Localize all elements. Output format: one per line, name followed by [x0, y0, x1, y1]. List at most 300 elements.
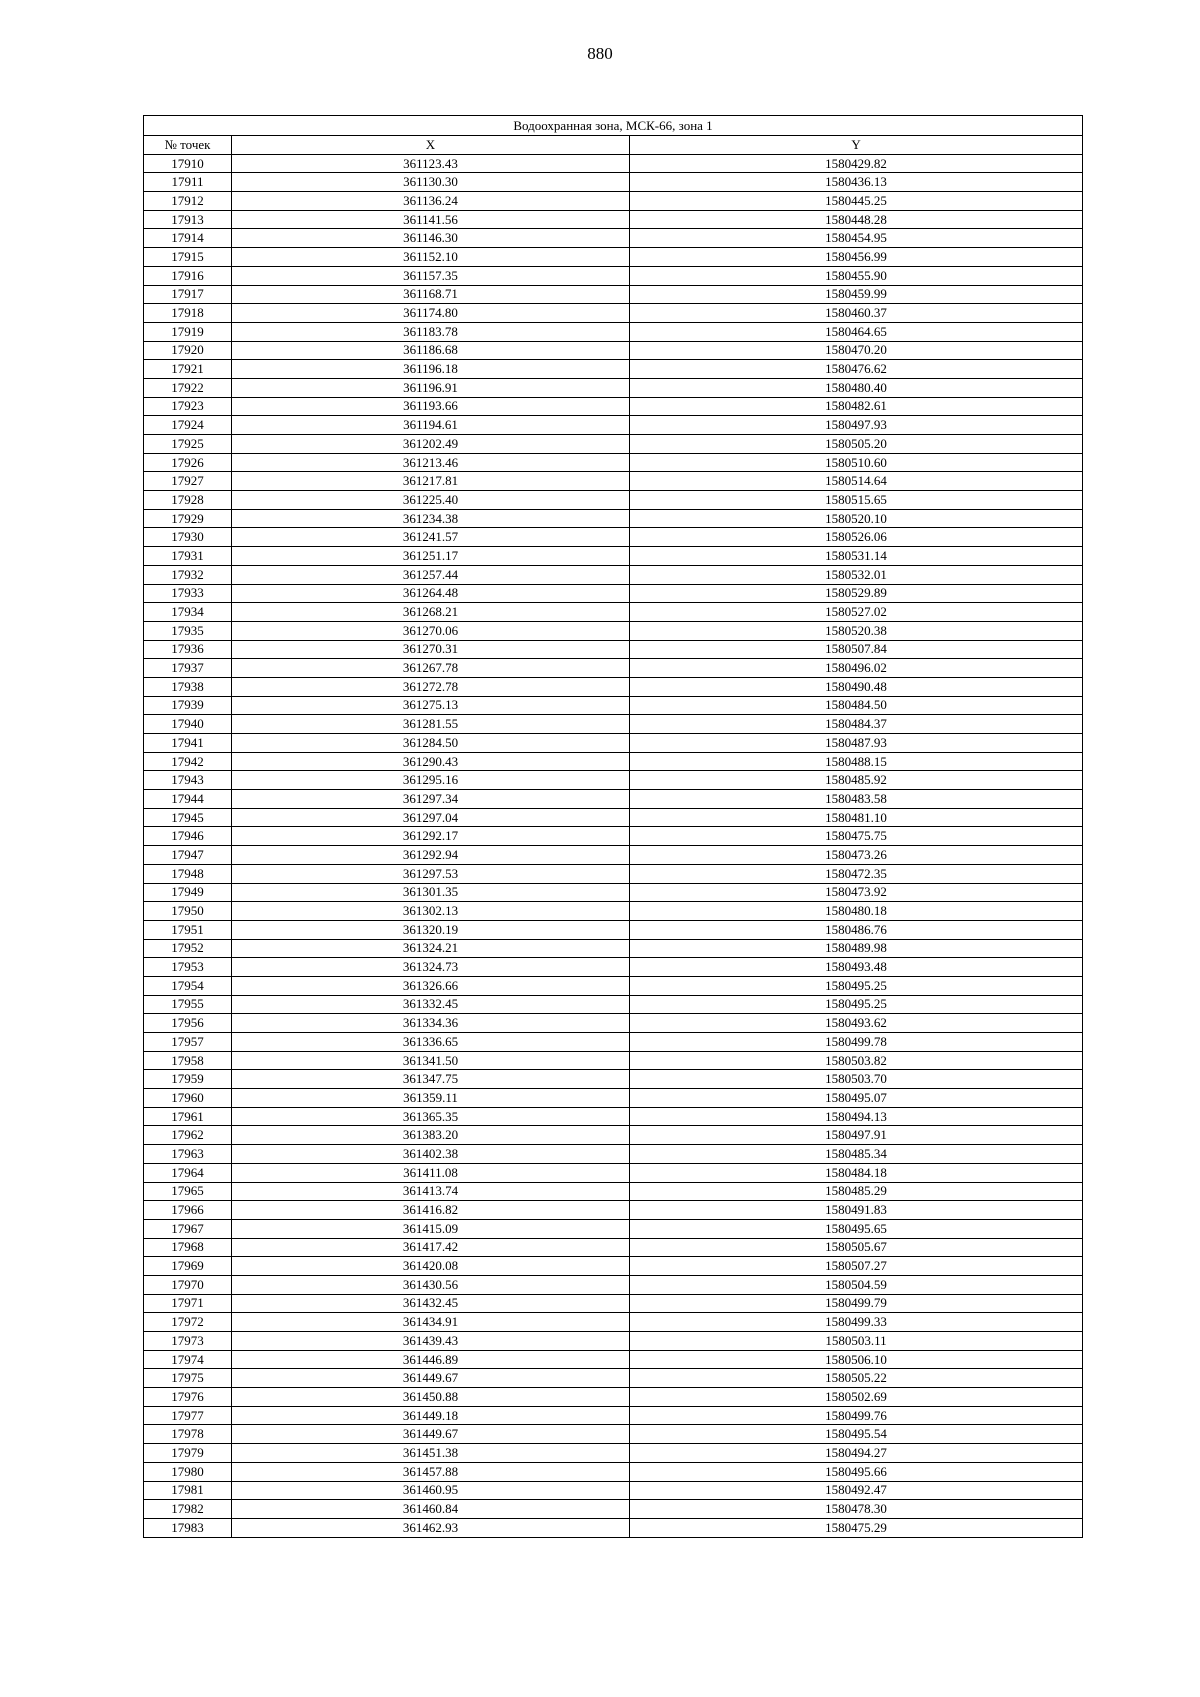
point-number-cell: 17941 [144, 734, 232, 753]
point-number-cell: 17924 [144, 416, 232, 435]
point-number-cell: 17911 [144, 173, 232, 192]
y-cell: 1580476.62 [630, 360, 1083, 379]
table-row [144, 715, 1083, 734]
point-number-cell: 17919 [144, 322, 232, 341]
point-number-cell: 17913 [144, 210, 232, 229]
table-row [144, 659, 1083, 678]
x-cell: 361234.38 [232, 509, 630, 528]
y-cell: 1580454.95 [630, 229, 1083, 248]
point-number-cell: 17958 [144, 1051, 232, 1070]
point-number-cell: 17954 [144, 976, 232, 995]
table-row [144, 416, 1083, 435]
table-row [144, 248, 1083, 267]
point-number-cell: 17952 [144, 939, 232, 958]
x-cell: 361297.53 [232, 864, 630, 883]
table-row [144, 752, 1083, 771]
table-row [144, 827, 1083, 846]
y-cell: 1580456.99 [630, 248, 1083, 267]
point-number-cell: 17928 [144, 491, 232, 510]
point-number-cell: 17972 [144, 1313, 232, 1332]
x-cell: 361439.43 [232, 1332, 630, 1351]
point-number-cell: 17925 [144, 435, 232, 454]
x-cell: 361359.11 [232, 1089, 630, 1108]
y-cell: 1580499.33 [630, 1313, 1083, 1332]
table-row [144, 902, 1083, 921]
point-number-cell: 17927 [144, 472, 232, 491]
point-number-cell: 17920 [144, 341, 232, 360]
table-row [144, 1425, 1083, 1444]
point-number-cell: 17969 [144, 1257, 232, 1276]
point-number-cell: 17970 [144, 1275, 232, 1294]
table-row [144, 1033, 1083, 1052]
table-row [144, 472, 1083, 491]
y-cell: 1580503.82 [630, 1051, 1083, 1070]
table-row [144, 266, 1083, 285]
x-cell: 361194.61 [232, 416, 630, 435]
x-cell: 361292.94 [232, 846, 630, 865]
y-cell: 1580493.62 [630, 1014, 1083, 1033]
table-row [144, 1518, 1083, 1537]
x-cell: 361297.04 [232, 808, 630, 827]
point-number-cell: 17915 [144, 248, 232, 267]
table-row [144, 958, 1083, 977]
x-cell: 361297.34 [232, 790, 630, 809]
y-cell: 1580484.18 [630, 1163, 1083, 1182]
point-number-cell: 17942 [144, 752, 232, 771]
x-cell: 361417.42 [232, 1238, 630, 1257]
y-cell: 1580485.29 [630, 1182, 1083, 1201]
table-row [144, 1238, 1083, 1257]
point-number-cell: 17933 [144, 584, 232, 603]
y-cell: 1580472.35 [630, 864, 1083, 883]
table-row [144, 304, 1083, 323]
x-cell: 361332.45 [232, 995, 630, 1014]
x-cell: 361290.43 [232, 752, 630, 771]
y-cell: 1580532.01 [630, 565, 1083, 584]
x-cell: 361365.35 [232, 1107, 630, 1126]
y-cell: 1580429.82 [630, 154, 1083, 173]
y-cell: 1580497.93 [630, 416, 1083, 435]
x-cell: 361295.16 [232, 771, 630, 790]
x-cell: 361217.81 [232, 472, 630, 491]
header-y: Y [630, 136, 1083, 155]
x-cell: 361152.10 [232, 248, 630, 267]
y-cell: 1580496.02 [630, 659, 1083, 678]
table-row [144, 341, 1083, 360]
y-cell: 1580520.10 [630, 509, 1083, 528]
point-number-cell: 17917 [144, 285, 232, 304]
y-cell: 1580483.58 [630, 790, 1083, 809]
x-cell: 361420.08 [232, 1257, 630, 1276]
y-cell: 1580491.83 [630, 1201, 1083, 1220]
x-cell: 361449.18 [232, 1406, 630, 1425]
table-row [144, 1014, 1083, 1033]
y-cell: 1580448.28 [630, 210, 1083, 229]
y-cell: 1580520.38 [630, 621, 1083, 640]
x-cell: 361213.46 [232, 453, 630, 472]
point-number-cell: 17975 [144, 1369, 232, 1388]
table-row [144, 808, 1083, 827]
y-cell: 1580495.65 [630, 1219, 1083, 1238]
x-cell: 361301.35 [232, 883, 630, 902]
table-row [144, 285, 1083, 304]
y-cell: 1580470.20 [630, 341, 1083, 360]
point-number-cell: 17961 [144, 1107, 232, 1126]
y-cell: 1580506.10 [630, 1350, 1083, 1369]
x-cell: 361123.43 [232, 154, 630, 173]
point-number-cell: 17943 [144, 771, 232, 790]
x-cell: 361347.75 [232, 1070, 630, 1089]
y-cell: 1580505.20 [630, 435, 1083, 454]
table-row [144, 229, 1083, 248]
x-cell: 361292.17 [232, 827, 630, 846]
table-row [144, 509, 1083, 528]
table-row [144, 528, 1083, 547]
table-row [144, 210, 1083, 229]
x-cell: 361302.13 [232, 902, 630, 921]
y-cell: 1580436.13 [630, 173, 1083, 192]
table-row [144, 1313, 1083, 1332]
point-number-cell: 17976 [144, 1388, 232, 1407]
y-cell: 1580503.70 [630, 1070, 1083, 1089]
table-row [144, 846, 1083, 865]
y-cell: 1580484.50 [630, 696, 1083, 715]
point-number-cell: 17940 [144, 715, 232, 734]
y-cell: 1580495.66 [630, 1462, 1083, 1481]
x-cell: 361130.30 [232, 173, 630, 192]
table-row [144, 1369, 1083, 1388]
table-row [144, 621, 1083, 640]
point-number-cell: 17946 [144, 827, 232, 846]
x-cell: 361183.78 [232, 322, 630, 341]
table-row [144, 1500, 1083, 1519]
table-row [144, 976, 1083, 995]
table-caption-row [144, 116, 1083, 136]
point-number-cell: 17935 [144, 621, 232, 640]
y-cell: 1580494.27 [630, 1444, 1083, 1463]
x-cell: 361257.44 [232, 565, 630, 584]
point-number-cell: 17971 [144, 1294, 232, 1313]
y-cell: 1580445.25 [630, 192, 1083, 211]
table-row [144, 547, 1083, 566]
x-cell: 361415.09 [232, 1219, 630, 1238]
y-cell: 1580531.14 [630, 547, 1083, 566]
y-cell: 1580510.60 [630, 453, 1083, 472]
point-number-cell: 17929 [144, 509, 232, 528]
point-number-cell: 17934 [144, 603, 232, 622]
point-number-cell: 17921 [144, 360, 232, 379]
table-row [144, 360, 1083, 379]
y-cell: 1580485.34 [630, 1145, 1083, 1164]
x-cell: 361430.56 [232, 1275, 630, 1294]
table-row [144, 995, 1083, 1014]
x-cell: 361186.68 [232, 341, 630, 360]
y-cell: 1580455.90 [630, 266, 1083, 285]
x-cell: 361251.17 [232, 547, 630, 566]
point-number-cell: 17939 [144, 696, 232, 715]
table-row [144, 435, 1083, 454]
y-cell: 1580499.76 [630, 1406, 1083, 1425]
y-cell: 1580495.25 [630, 995, 1083, 1014]
point-number-cell: 17955 [144, 995, 232, 1014]
table-row [144, 453, 1083, 472]
y-cell: 1580480.40 [630, 378, 1083, 397]
point-number-cell: 17960 [144, 1089, 232, 1108]
point-number-cell: 17964 [144, 1163, 232, 1182]
table-row [144, 1350, 1083, 1369]
point-number-cell: 17944 [144, 790, 232, 809]
y-cell: 1580526.06 [630, 528, 1083, 547]
x-cell: 361270.31 [232, 640, 630, 659]
point-number-cell: 17930 [144, 528, 232, 547]
point-number-cell: 17977 [144, 1406, 232, 1425]
point-number-cell: 17959 [144, 1070, 232, 1089]
x-cell: 361402.38 [232, 1145, 630, 1164]
point-number-cell: 17966 [144, 1201, 232, 1220]
table-row [144, 1444, 1083, 1463]
x-cell: 361334.36 [232, 1014, 630, 1033]
y-cell: 1580514.64 [630, 472, 1083, 491]
x-cell: 361174.80 [232, 304, 630, 323]
y-cell: 1580478.30 [630, 1500, 1083, 1519]
x-cell: 361326.66 [232, 976, 630, 995]
x-cell: 361281.55 [232, 715, 630, 734]
point-number-cell: 17949 [144, 883, 232, 902]
table-row [144, 1481, 1083, 1500]
x-cell: 361451.38 [232, 1444, 630, 1463]
table-row [144, 1089, 1083, 1108]
x-cell: 361449.67 [232, 1425, 630, 1444]
point-number-cell: 17953 [144, 958, 232, 977]
table-row [144, 584, 1083, 603]
table-row [144, 1107, 1083, 1126]
x-cell: 361416.82 [232, 1201, 630, 1220]
x-cell: 361146.30 [232, 229, 630, 248]
x-cell: 361413.74 [232, 1182, 630, 1201]
point-number-cell: 17916 [144, 266, 232, 285]
point-number-cell: 17963 [144, 1145, 232, 1164]
table-row [144, 1257, 1083, 1276]
table-row [144, 1145, 1083, 1164]
point-number-cell: 17936 [144, 640, 232, 659]
y-cell: 1580515.65 [630, 491, 1083, 510]
point-number-cell: 17983 [144, 1518, 232, 1537]
table-row [144, 1388, 1083, 1407]
point-number-cell: 17973 [144, 1332, 232, 1351]
table-row [144, 378, 1083, 397]
x-cell: 361462.93 [232, 1518, 630, 1537]
x-cell: 361324.73 [232, 958, 630, 977]
table-row [144, 1070, 1083, 1089]
table-row [144, 1406, 1083, 1425]
y-cell: 1580495.07 [630, 1089, 1083, 1108]
y-cell: 1580486.76 [630, 920, 1083, 939]
table-row [144, 1126, 1083, 1145]
table-row [144, 173, 1083, 192]
table-row [144, 920, 1083, 939]
y-cell: 1580502.69 [630, 1388, 1083, 1407]
point-number-cell: 17922 [144, 378, 232, 397]
point-number-cell: 17979 [144, 1444, 232, 1463]
y-cell: 1580499.79 [630, 1294, 1083, 1313]
y-cell: 1580482.61 [630, 397, 1083, 416]
point-number-cell: 17965 [144, 1182, 232, 1201]
point-number-cell: 17948 [144, 864, 232, 883]
y-cell: 1580507.84 [630, 640, 1083, 659]
y-cell: 1580489.98 [630, 939, 1083, 958]
table-row [144, 565, 1083, 584]
x-cell: 361449.67 [232, 1369, 630, 1388]
x-cell: 361284.50 [232, 734, 630, 753]
point-number-cell: 17912 [144, 192, 232, 211]
x-cell: 361270.06 [232, 621, 630, 640]
x-cell: 361241.57 [232, 528, 630, 547]
y-cell: 1580480.18 [630, 902, 1083, 921]
y-cell: 1580497.91 [630, 1126, 1083, 1145]
table-row [144, 771, 1083, 790]
y-cell: 1580507.27 [630, 1257, 1083, 1276]
x-cell: 361264.48 [232, 584, 630, 603]
table-row [144, 491, 1083, 510]
point-number-cell: 17962 [144, 1126, 232, 1145]
y-cell: 1580488.15 [630, 752, 1083, 771]
y-cell: 1580505.22 [630, 1369, 1083, 1388]
table-row [144, 603, 1083, 622]
y-cell: 1580484.37 [630, 715, 1083, 734]
y-cell: 1580493.48 [630, 958, 1083, 977]
y-cell: 1580492.47 [630, 1481, 1083, 1500]
table-row [144, 1462, 1083, 1481]
y-cell: 1580505.67 [630, 1238, 1083, 1257]
point-number-cell: 17950 [144, 902, 232, 921]
x-cell: 361136.24 [232, 192, 630, 211]
y-cell: 1580495.25 [630, 976, 1083, 995]
point-number-cell: 17938 [144, 677, 232, 696]
x-cell: 361275.13 [232, 696, 630, 715]
x-cell: 361457.88 [232, 1462, 630, 1481]
table-row [144, 677, 1083, 696]
point-number-cell: 17947 [144, 846, 232, 865]
x-cell: 361320.19 [232, 920, 630, 939]
y-cell: 1580459.99 [630, 285, 1083, 304]
point-number-cell: 17937 [144, 659, 232, 678]
table-row [144, 696, 1083, 715]
x-cell: 361168.71 [232, 285, 630, 304]
table-row [144, 640, 1083, 659]
x-cell: 361267.78 [232, 659, 630, 678]
y-cell: 1580481.10 [630, 808, 1083, 827]
table-row [144, 154, 1083, 173]
point-number-cell: 17968 [144, 1238, 232, 1257]
point-number-cell: 17982 [144, 1500, 232, 1519]
y-cell: 1580527.02 [630, 603, 1083, 622]
point-number-cell: 17923 [144, 397, 232, 416]
point-number-cell: 17951 [144, 920, 232, 939]
point-number-cell: 17957 [144, 1033, 232, 1052]
x-cell: 361460.95 [232, 1481, 630, 1500]
x-cell: 361225.40 [232, 491, 630, 510]
y-cell: 1580499.78 [630, 1033, 1083, 1052]
table-row [144, 1219, 1083, 1238]
y-cell: 1580473.92 [630, 883, 1083, 902]
point-number-cell: 17980 [144, 1462, 232, 1481]
y-cell: 1580475.75 [630, 827, 1083, 846]
y-cell: 1580460.37 [630, 304, 1083, 323]
coordinates-table [143, 115, 1083, 1538]
x-cell: 361341.50 [232, 1051, 630, 1070]
y-cell: 1580473.26 [630, 846, 1083, 865]
x-cell: 361268.21 [232, 603, 630, 622]
table-header-row [144, 136, 1083, 155]
x-cell: 361141.56 [232, 210, 630, 229]
point-number-cell: 17910 [144, 154, 232, 173]
table-caption: Водоохранная зона, МСК-66, зона 1 [144, 116, 1083, 136]
table-row [144, 939, 1083, 958]
y-cell: 1580490.48 [630, 677, 1083, 696]
x-cell: 361196.91 [232, 378, 630, 397]
x-cell: 361202.49 [232, 435, 630, 454]
y-cell: 1580475.29 [630, 1518, 1083, 1537]
table-row [144, 790, 1083, 809]
table-body [144, 154, 1083, 1537]
point-number-cell: 17931 [144, 547, 232, 566]
table-row [144, 1332, 1083, 1351]
point-number-cell: 17981 [144, 1481, 232, 1500]
x-cell: 361383.20 [232, 1126, 630, 1145]
y-cell: 1580495.54 [630, 1425, 1083, 1444]
x-cell: 361446.89 [232, 1350, 630, 1369]
y-cell: 1580464.65 [630, 322, 1083, 341]
table-row [144, 1051, 1083, 1070]
table-row [144, 734, 1083, 753]
point-number-cell: 17914 [144, 229, 232, 248]
table-row [144, 1275, 1083, 1294]
x-cell: 361336.65 [232, 1033, 630, 1052]
table-row [144, 397, 1083, 416]
x-cell: 361450.88 [232, 1388, 630, 1407]
table-row [144, 883, 1083, 902]
point-number-cell: 17926 [144, 453, 232, 472]
point-number-cell: 17918 [144, 304, 232, 323]
x-cell: 361460.84 [232, 1500, 630, 1519]
point-number-cell: 17967 [144, 1219, 232, 1238]
x-cell: 361272.78 [232, 677, 630, 696]
point-number-cell: 17956 [144, 1014, 232, 1033]
table-row [144, 1201, 1083, 1220]
point-number-cell: 17978 [144, 1425, 232, 1444]
table-row [144, 1294, 1083, 1313]
y-cell: 1580529.89 [630, 584, 1083, 603]
y-cell: 1580504.59 [630, 1275, 1083, 1294]
table-row [144, 1182, 1083, 1201]
header-point-number: № точек [144, 136, 232, 155]
x-cell: 361324.21 [232, 939, 630, 958]
x-cell: 361434.91 [232, 1313, 630, 1332]
table-row [144, 864, 1083, 883]
x-cell: 361432.45 [232, 1294, 630, 1313]
x-cell: 361411.08 [232, 1163, 630, 1182]
y-cell: 1580485.92 [630, 771, 1083, 790]
table-row [144, 192, 1083, 211]
page-number: 880 [587, 44, 613, 63]
header-x: X [232, 136, 630, 155]
x-cell: 361193.66 [232, 397, 630, 416]
y-cell: 1580487.93 [630, 734, 1083, 753]
y-cell: 1580494.13 [630, 1107, 1083, 1126]
table-row [144, 322, 1083, 341]
x-cell: 361196.18 [232, 360, 630, 379]
point-number-cell: 17974 [144, 1350, 232, 1369]
